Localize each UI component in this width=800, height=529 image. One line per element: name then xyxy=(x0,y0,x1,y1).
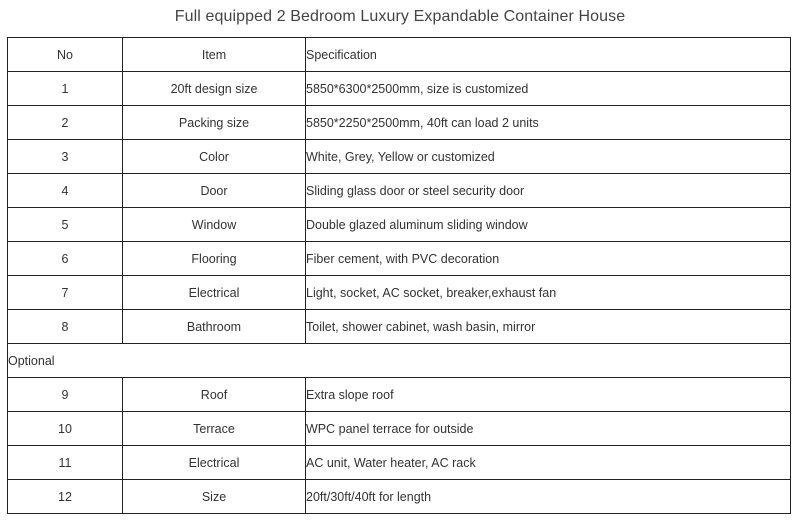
row-specification: 20ft/30ft/40ft for length xyxy=(306,480,791,514)
row-number: 6 xyxy=(8,242,123,276)
column-header-no: No xyxy=(8,38,123,72)
table-row xyxy=(8,72,791,106)
table-row xyxy=(8,378,791,412)
row-item: Packing size xyxy=(123,106,306,140)
table-row xyxy=(8,446,791,480)
row-item: Roof xyxy=(123,378,306,412)
row-number: 1 xyxy=(8,72,123,106)
table-row xyxy=(8,310,791,344)
row-item: Flooring xyxy=(123,242,306,276)
row-number: 3 xyxy=(8,140,123,174)
row-number: 12 xyxy=(8,480,123,514)
row-specification: Sliding glass door or steel security door xyxy=(306,174,791,208)
row-item: Electrical xyxy=(123,446,306,480)
table-row xyxy=(8,208,791,242)
row-specification: White, Grey, Yellow or customized xyxy=(306,140,791,174)
row-specification: AC unit, Water heater, AC rack xyxy=(306,446,791,480)
row-number: 4 xyxy=(8,174,123,208)
column-header-specification: Specification xyxy=(306,38,791,72)
row-number: 11 xyxy=(8,446,123,480)
table-row xyxy=(8,174,791,208)
row-item: Electrical xyxy=(123,276,306,310)
row-item: Size xyxy=(123,480,306,514)
row-number: 8 xyxy=(8,310,123,344)
specification-table xyxy=(7,37,791,514)
row-number: 10 xyxy=(8,412,123,446)
row-specification: Extra slope roof xyxy=(306,378,791,412)
row-item: 20ft design size xyxy=(123,72,306,106)
table-header-row xyxy=(8,38,791,72)
row-item: Window xyxy=(123,208,306,242)
row-specification: Light, socket, AC socket, breaker,exhaust fan xyxy=(306,276,791,310)
row-specification: 5850*2250*2500mm, 40ft can load 2 units xyxy=(306,106,791,140)
row-number: 7 xyxy=(8,276,123,310)
row-specification: Fiber cement, with PVC decoration xyxy=(306,242,791,276)
table-row xyxy=(8,412,791,446)
table-row xyxy=(8,242,791,276)
row-item: Bathroom xyxy=(123,310,306,344)
row-specification: Toilet, shower cabinet, wash basin, mirror xyxy=(306,310,791,344)
column-header-item: Item xyxy=(123,38,306,72)
page-title: Full equipped 2 Bedroom Luxury Expandable Container House xyxy=(174,8,626,25)
table-row xyxy=(8,140,791,174)
table-row xyxy=(8,480,791,514)
row-specification: WPC panel terrace for outside xyxy=(306,412,791,446)
row-number: 5 xyxy=(8,208,123,242)
row-item: Door xyxy=(123,174,306,208)
optional-section-row xyxy=(8,344,791,378)
optional-section-label: Optional xyxy=(8,344,791,378)
row-number: 9 xyxy=(8,378,123,412)
row-specification: 5850*6300*2500mm, size is customized xyxy=(306,72,791,106)
row-item: Color xyxy=(123,140,306,174)
row-item: Terrace xyxy=(123,412,306,446)
row-specification: Double glazed aluminum sliding window xyxy=(306,208,791,242)
table-row xyxy=(8,106,791,140)
row-number: 2 xyxy=(8,106,123,140)
table-row xyxy=(8,276,791,310)
